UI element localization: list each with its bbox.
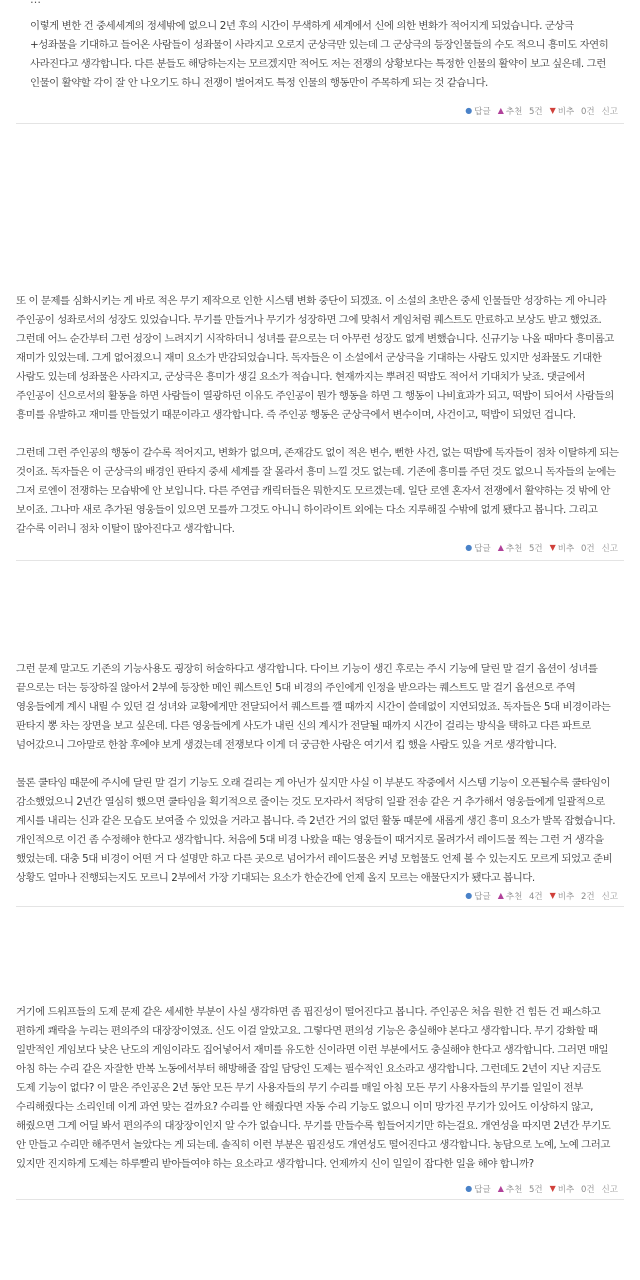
recommend-count: 5건 <box>529 107 543 117</box>
disrecommend-label: 비추 <box>557 107 575 117</box>
recommend-button[interactable] <box>498 105 543 117</box>
disrecommend-count: 0건 <box>580 1185 595 1195</box>
comment-body <box>16 1003 620 1174</box>
comment-paragraph: 또 이 문제를 심화시키는 게 바로 적은 무기 제작으로 인한 시스템 변화 중단이 되겠죠. 이 소설의 초반은 중세 인물들만 성장하는 게 아니라 주인공이 성좌로서의 성장도 있었습니다. 무기를 만들거나 무기가 성장하면 그에 맞춰서 게임처럼 퀘스트도 만료하고 보상도 받고 했었죠. 그런데 어느 순간부터 그런 성장이 느려지기 시작하더니 성녀를 끝으로는 더 아무런 성장도 없게 변했습니다. 신규기능 나올 때마다 흥미롭고 재미가 있었는데. 그게 없어졌으니 재미 요소가 반감되었습니다. 독자들은 이 소설에서 군상극을 기대하는 사람도 있지만 성좌물도 기대한 사람도 있는데 성좌물은 사라지고, 군상극은 흥미가 생길 요소가 적습니다. 현재까지는 뿌려진 떡밥도 적어서 기대치가 낮죠. 댓글에서 주인공이 신으로서의 활동을 하면 사람들이 열광하던 이유도 주인공이 뭔가 행동을 하면 그 행동이 나비효과가 되고, 떡밥이 되어서 사람들의 흥미를 유발하고 재미를 만들었기 때문이라고 생각합니다. 즉 주인공 행동은 군상극에서 변수이며, 사건이고, 떡밥이 되었던 겁니다. <box>16 295 614 421</box>
reply-label: 답글 <box>474 892 491 902</box>
disrecommend-button[interactable] <box>550 105 595 117</box>
recommend-count: 5건 <box>529 1185 543 1195</box>
reply-icon: ● <box>465 891 473 900</box>
disrecommend-label: 비추 <box>557 892 575 902</box>
reply-label: 답글 <box>474 1185 491 1195</box>
disrecommend-count: 0건 <box>580 544 595 554</box>
thumbs-up-icon: ▲ <box>497 1184 504 1193</box>
reply-button[interactable] <box>465 542 490 554</box>
report-button[interactable]: 신고 <box>601 892 618 902</box>
comment-body <box>16 660 620 888</box>
disrecommend-button[interactable] <box>550 542 595 554</box>
comment-divider <box>16 123 624 124</box>
reply-button[interactable] <box>465 1183 490 1195</box>
thumbs-up-icon: ▲ <box>497 891 504 900</box>
recommend-button[interactable] <box>498 890 543 902</box>
comment-divider <box>16 906 624 907</box>
comment-actions <box>465 541 618 555</box>
comment-divider <box>16 560 624 561</box>
report-button[interactable]: 신고 <box>601 544 618 554</box>
recommend-label: 추천 <box>505 107 523 117</box>
thumbs-down-icon: ▼ <box>549 891 556 900</box>
comment-body <box>30 17 620 93</box>
reply-icon: ● <box>465 106 473 115</box>
disrecommend-count: 0건 <box>580 107 595 117</box>
disrecommend-label: 비추 <box>557 1185 575 1195</box>
comment-actions <box>465 889 618 903</box>
comment-paragraph: 이렇게 변한 건 중세세계의 정세밖에 없으니 2년 후의 시간이 무색하게 세계에서 신에 의한 변화가 적어지게 되었습니다. 군상극+성좌물을 기대하고 들어온 사람들이 성좌물이 사라지고 오로지 군상극만 있는데 그 군상극의 등장인물들의 수도 적으니 흥미도 자연히 사라진다고 생각합니다. 다른 분들도 해당하는지는 모르겠지만 적어도 저는 전쟁의 상황보다는 특정한 인물의 활약이 보고 싶은데. 그런 인물이 활약할 각이 잘 안 나오기도 하니 전쟁이 벌어져도 특정 인물의 행동만이 주목하게 되는 것 같습니다. <box>30 20 609 89</box>
comment-body <box>16 292 620 539</box>
comment-paragraph: 거기에 드워프들의 도제 문제 같은 세세한 부분이 사실 생각하면 좀 핍진성이 떨어진다고 봅니다. 주인공은 처음 원한 건 힘든 건 패스하고 편하게 쾌락을 누리는 편의주의 대장장이였죠. 신도 이걸 알았고요. 그렇다면 편의성 기능은 충실해야 본다고 생각합니다. 무기 강화할 때 일반적인 게임보다 낮은 난도의 게임이라도 집어넣어서 재미를 유도한 신이라면 이런 부분에서도 충실해야 한다고 생각합니다. 그러면 매일 아침 하는 수리 같은 자잘한 반복 노동에서부터 해방해줄 잡일 담당인 도제는 필수적인 요소라고 생각합니다. 그런데도 2년이 지난 지금도 도제 기능이 없다? 이 말은 주인공은 2년 동안 모든 무기 사용자들의 무기 수리를 매일 아침 모든 무기 사용자들의 무기를 일일이 전부 수리해줬다는 소리인데 이게 과연 맞는 걸까요? 수리를 안 해줬다면 자동 수리 기능도 없으니 이미 망가진 무기가 있어도 이상하지 않고, 해줬으면 그게 어딜 봐서 편의주의 대장장이인지 알 수가 없습니다. 무기를 만들수록 힘들어지기만 하는걸요. 개연성을 따지면 2년간 무기도 안 만들고 수리만 해주면서 놀았다는 게 되는데. 솔직히 이런 부분은 핍진성도 개연성도 떨어진다고 생각합니다. 농담으로 노예, 노예 그러고 있지만 진지하게 도제는 하루빨리 받아들여야 하는 요소라고 생각합니다. 언제까지 신이 일일이 잡다한 일을 해야 합니까? <box>16 1006 611 1170</box>
disrecommend-label: 비추 <box>557 544 575 554</box>
thumbs-down-icon: ▼ <box>549 106 556 115</box>
recommend-button[interactable] <box>498 1183 543 1195</box>
reply-icon: ● <box>465 543 473 552</box>
previous-comment-tail <box>30 0 620 6</box>
reply-label: 답글 <box>474 544 491 554</box>
thumbs-down-icon: ▼ <box>549 543 556 552</box>
comment-actions <box>465 104 618 118</box>
disrecommend-button[interactable] <box>550 1183 595 1195</box>
recommend-label: 추천 <box>505 1185 523 1195</box>
comment-paragraph: 그런 문제 말고도 기존의 기능사용도 굉장히 허술하다고 생각합니다. 다이브 기능이 생긴 후로는 주시 기능에 달린 말 걸기 옵션이 성녀를 끝으로는 더는 등장하질 않아서 2부에 등장한 메인 퀘스트인 5대 비경의 주인에게 인정을 받으라는 퀘스트도 말 걸기 옵션으로 주역 영웅들에게 계시 내릴 수 있던 걸 성녀와 교황에게만 전달되어서 퀘스트를 깰 때까지 시간이 쓸데없이 지연되었죠. 독자들은 5대 비경이라는 판타지 뽕 차는 장면을 보고 싶은데. 다른 영웅들에게 사도가 내린 신의 계시가 전달될 때까지 시간이 걸리는 방식을 택하고 다른 파트로 넘어갔으니 그아말로 한참 후에야 보게 생겼는데 전쟁보다 이게 더 궁금한 사람은 여기서 킵 했을 사람도 있을 거로 생각합니다. <box>16 663 611 751</box>
thumbs-up-icon: ▲ <box>497 543 504 552</box>
thumbs-down-icon: ▼ <box>549 1184 556 1193</box>
reply-icon: ● <box>465 1184 473 1193</box>
comment-divider <box>16 1199 624 1200</box>
reply-button[interactable] <box>465 890 490 902</box>
comment-paragraph: 물론 쿨타임 때문에 주시에 달린 말 걸기 기능도 오래 걸리는 게 아닌가 싶지만 사실 이 부분도 작중에서 시스템 기능이 오픈될수록 쿨타임이 감소했었으니 2년간 열심히 했으면 쿨타임을 획기적으로 줄이는 것도 모자라서 적당히 일괄 전송 같은 거 추가해서 영웅들에게 일괄적으로 계시를 내리는 신과 같은 모습도 보여줄 수 있었을 거라고 봅니다. 즉 2년간 거의 없던 활동 때문에 새롭게 생긴 흥미 요소가 발목 잡혔습니다. 개인적으로 이건 좀 수정해야 한다고 생각합니다. 처음에 5대 비경 나왔을 때는 영웅들이 때거지로 몰려가서 레이드물 찍는 그런 거 생각을 했었는데. 대충 5대 비경이 어떤 거 다 설명만 하고 다른 곳으로 넘어가서 레이드물은 커녕 모험물도 언제 볼 수 있는지도 모르게 되었고 준비 상황도 얼마나 진행되는지도 모르니 2부에서 가장 기대되는 요소가 한순간에 언제 올지 모르는 애물단지가 됐다고 봅니다. <box>16 777 616 884</box>
recommend-label: 추천 <box>505 892 523 902</box>
reply-label: 답글 <box>474 107 491 117</box>
recommend-count: 5건 <box>529 544 543 554</box>
recommend-button[interactable] <box>498 542 543 554</box>
reply-button[interactable] <box>465 105 490 117</box>
report-button[interactable]: 신고 <box>601 107 618 117</box>
recommend-count: 4건 <box>529 892 543 902</box>
comment-paragraph: 그런데 그런 주인공의 행동이 갈수록 적어지고, 변화가 없으며, 존재감도 없이 적은 변수, 뻔한 사건, 없는 떡밥에 독자들이 점차 이탈하게 되는 것이죠. 독자들은 이 군상극의 배경인 판타지 중세 세계를 잘 몰라서 흥미 느낄 것도 없는데. 기존에 흥미를 주던 것도 없으니 독자들의 눈에는 그저 로엔이 전쟁하는 모습밖에 안 보입니다. 다른 주연급 캐릭터들은 뭐한지도 모르겠는데. 일단 로엔 혼자서 전쟁에서 활약하는 것 밖에 안 보이죠. 그나마 새로 추가된 영웅들이 있으면 모를까 그것도 아니니 하이라이트 외에는 다소 지루해질 수밖에 없게 됐다고 봅니다. 그리고 갈수록 이러니 점차 이탈이 많아진다고 생각합니다. <box>16 447 619 535</box>
comment-actions <box>465 1182 618 1196</box>
thumbs-up-icon: ▲ <box>497 106 504 115</box>
report-button[interactable]: 신고 <box>601 1185 618 1195</box>
disrecommend-button[interactable] <box>550 890 595 902</box>
disrecommend-count: 2건 <box>580 892 595 902</box>
recommend-label: 추천 <box>505 544 523 554</box>
